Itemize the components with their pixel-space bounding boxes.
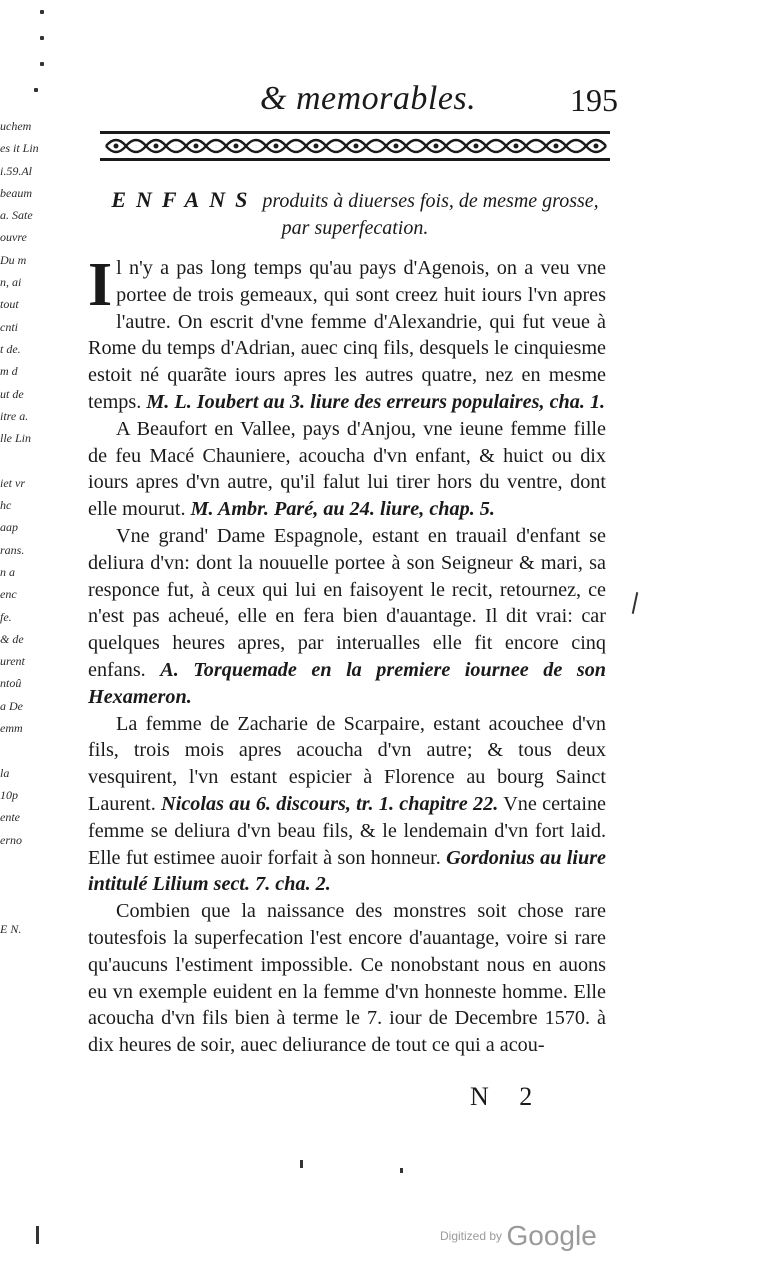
margin-fragment: rans. xyxy=(0,542,25,557)
margin-fragment: itre a. xyxy=(0,408,29,423)
margin-fragment: ouvre xyxy=(0,230,27,245)
paragraph-text: A Beaufort en Vallee, pays d'Anjou, vne ieune femme fille de feu Macé Chauniere, acoucha d'vn enfant, & huict ou dix iours apres d'vn autre, qu'il falut lui tirer hors du ventre, dont elle mourut. xyxy=(88,417,606,521)
running-title: & memorables. xyxy=(260,80,477,117)
margin-fragment: es it Lin xyxy=(0,141,39,156)
paragraph-text: Combien que la naissance des monstres soit chose rare toutesfois la superfecation l'est encore d'auantage, voire si rare qu'aucuns l'estiment impossible. Ce nonobstant nous en auons eu vn exemple euident en la femme d'vn honneste homme. Elle acoucha d'vn fils bien à terme le 7. iour de Decembre 1570. à dix heures de soir, auec deliurance de tout ce qui a acou- xyxy=(88,900,606,1057)
margin-fragment: enc xyxy=(0,587,17,602)
margin-fragment xyxy=(0,851,56,873)
margin-fragment: ente xyxy=(0,810,20,825)
margin-fragment: n a xyxy=(0,564,15,579)
watermark-logo: Google xyxy=(506,1220,597,1251)
paragraph-text-2: Vne certaine femme se deliura d'vn beau fils, & le lendemain d'vn fort laid. Elle fut estimee auoir forfait à son honneur. xyxy=(88,792,606,869)
margin-fragment: & de xyxy=(0,631,24,646)
citation: M. Ambr. Paré, au 24. liure, chap. 5. xyxy=(190,498,495,521)
paragraph-1 xyxy=(88,251,606,416)
margin-fragment: t de. xyxy=(0,341,21,356)
margin-fragment: a. Sate xyxy=(0,208,33,223)
body-text xyxy=(88,251,607,1059)
ornament-band xyxy=(100,128,610,164)
paragraph-5 xyxy=(88,898,606,1059)
margin-fragment: fe. xyxy=(0,609,12,624)
margin-fragment xyxy=(0,895,56,917)
paragraph-3 xyxy=(88,523,606,711)
margin-fragment: uchem xyxy=(0,119,32,133)
margin-fragment: ntoû xyxy=(0,676,22,691)
chapter-heading xyxy=(100,186,610,242)
paragraph-text: Vne grand' Dame Espagnole, estant en trauail d'enfant se deliura d'vn: dont la nouuelle portee à son Seigneur & mari, sa responce fut, à ceux qui lui en faisoyent le recit, retournez, ce n'est pas acheué, elle en fera bien d'auantage. Il dit vrai: car quelques heures apres, par interualles elle fit encore cinq enfans. xyxy=(88,524,606,681)
paragraph-text: l n'y a pas long temps qu'au pays d'Agenois, on a veu vne portee de trois gemeaux, qui sont creez huit iours l'vn apres l'autre. On escrit d'vne femme d'Alexandrie, qui fut veue à Rome du temps d'Adrian, auec cinq fils, desquels le cinquiesme estoit né quarãte iours apres les autres quatre, nez en mesme temps. xyxy=(88,257,606,413)
margin-fragment: emm xyxy=(0,721,23,736)
margin-fragment: cnti xyxy=(0,319,18,334)
margin-fragment: n, ai xyxy=(0,275,22,290)
signature-mark: N 2 xyxy=(470,1082,545,1111)
stray-mark xyxy=(300,1160,303,1168)
margin-fragment: la xyxy=(0,765,10,780)
citation-2: Gordonius au liure intitulé Lilium sect. 7. cha. 2. xyxy=(88,846,607,896)
margin-fragment: i.59.Al xyxy=(0,163,32,178)
heading-rest: produits à diuerses fois, de mesme grosse, par superfecation. xyxy=(262,190,599,239)
margin-fragment: m d xyxy=(0,364,18,379)
margin-fragment: Du m xyxy=(0,252,27,267)
paragraph-text: La femme de Zacharie de Scarpaire, estant acouchee d'vn fils, trois mois apres acoucha d'vn autre; & tous deux vesquirent, l'vn estant espicier à Florence au bourg Sainct Laurent. xyxy=(88,712,606,815)
margin-fragment: iet vr xyxy=(0,475,25,490)
stray-mark xyxy=(36,1226,39,1244)
running-head xyxy=(240,78,640,124)
margin-fragment: urent xyxy=(0,654,25,669)
heading-lead: ENFANS xyxy=(111,187,258,212)
stray-mark xyxy=(632,592,639,614)
paragraph-4 xyxy=(88,711,606,899)
stray-mark xyxy=(400,1168,403,1173)
margin-fragment xyxy=(0,739,56,761)
citation: M. L. Ioubert au 3. liure des erreurs populaires, cha. 1. xyxy=(146,390,606,413)
margin-fragment: E N. xyxy=(0,921,22,936)
watermark-small: Digitized by xyxy=(440,1229,503,1243)
margin-fragment: aap xyxy=(0,520,18,535)
margin-fragment: 10p xyxy=(0,787,18,802)
page-number: 195 xyxy=(570,82,618,118)
facing-page-margin xyxy=(0,115,56,940)
margin-fragment xyxy=(0,449,56,471)
margin-fragment: tout xyxy=(0,297,19,312)
margin-fragment: beaum xyxy=(0,185,32,200)
margin-fragment: hc xyxy=(0,498,12,513)
digitization-watermark xyxy=(440,1220,597,1252)
citation: Nicolas au 6. discours, tr. 1. chapitre 22. xyxy=(161,792,499,815)
margin-fragment xyxy=(0,873,56,895)
margin-fragment: erno xyxy=(0,832,22,847)
drop-cap: I xyxy=(88,251,113,319)
citation: A. Torquemade en la premiere iournee de son Hexameron. xyxy=(88,658,607,708)
margin-fragment: ut de xyxy=(0,386,24,401)
margin-fragment: a De xyxy=(0,698,23,713)
paragraph-2 xyxy=(88,416,606,523)
margin-fragment: lle Lin xyxy=(0,431,32,446)
